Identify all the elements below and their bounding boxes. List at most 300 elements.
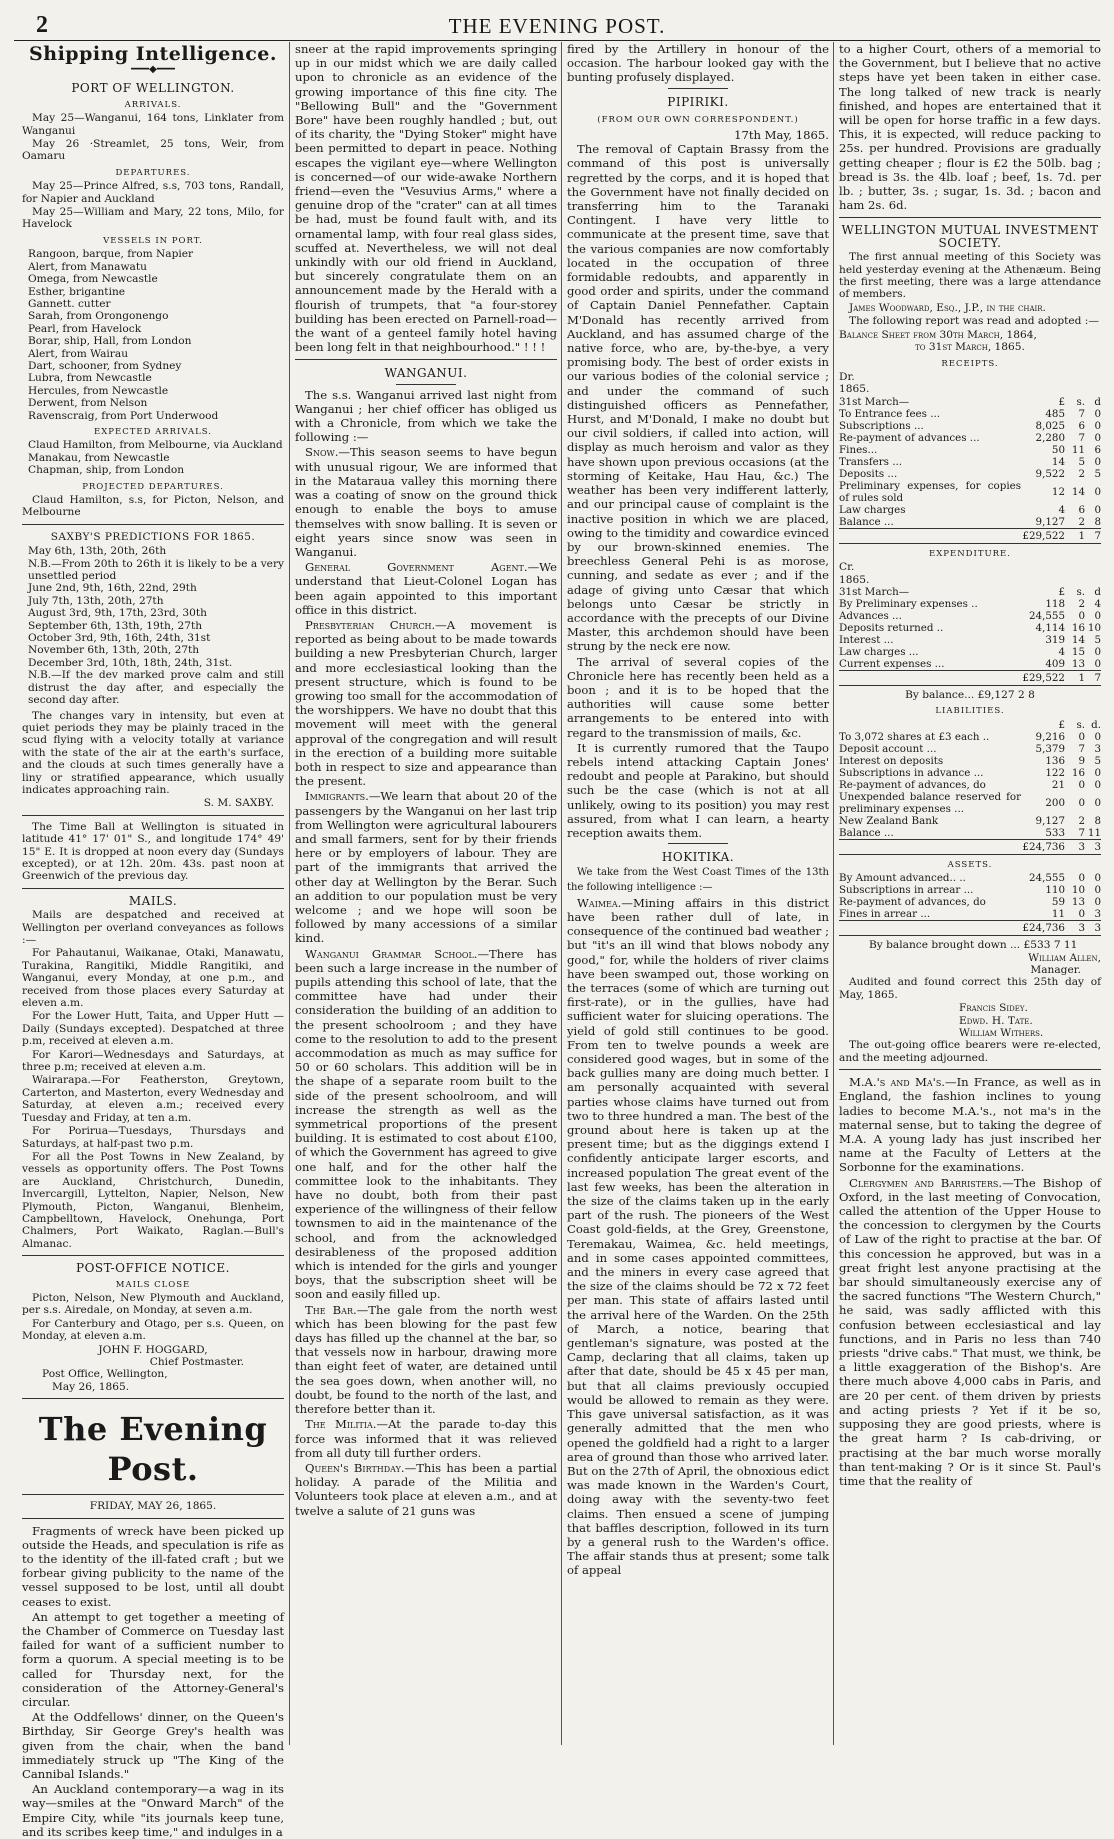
table-cell: 0	[1094, 503, 1101, 516]
table-row	[839, 908, 1101, 921]
by-balance: By balance... £9,127 2 8	[905, 688, 1035, 701]
paragraph: The arrival of several copies of the Chronicle here has recently been held as a boon ; and it is to be hoped that the authorities will cause some better arrangements to be entered into with regard to the transmission of mails, &c.	[567, 654, 829, 740]
table-cell: 7	[1078, 742, 1085, 755]
saxby-entry: N.B.—If the dev marked prove calm and still distrust the day after, and especially the second day after.	[28, 669, 284, 707]
table-cell: 0	[1094, 407, 1101, 420]
table-cell: 2	[1078, 597, 1085, 610]
paragraph-lead: Wanganui Grammar School.	[305, 946, 478, 961]
table-cell: Current expenses ...	[839, 657, 945, 670]
paragraph: to a higher Court, others of a memorial to the Government, but I believe that no active steps have yet been taken in either case. The long talked of new track is nearly finished, and hopes are entertained that it will be open for horse traffic in a few days. This, it is expected, will reduce packing to 25s. per hundred. Provisions are gradually getting cheaper ; flour is £2 the 50lb. bag ; bread is 3s. the 4lb. loaf ; beef, 1s. 7d. per lb. ; butter, 3s. ; sugar, 1s. 3d. ; bacon and ham 2s. 6d.	[839, 42, 1101, 213]
table-cell: 2	[1078, 515, 1085, 528]
shipping-header: Shipping Intelligence.	[29, 43, 277, 65]
paragraph	[839, 1075, 1101, 1174]
table-cell: £29,522	[1022, 671, 1065, 684]
vessel-entry: Omega, from Newcastle	[28, 273, 158, 286]
receipts-table	[839, 396, 1101, 544]
dr-label: Dr.	[839, 370, 855, 383]
editorial-paragraph: At the Oddfellows' dinner, on the Queen's Birthday, Sir George Grey's health was given from the chair, when the band immediately struck up "The King of the Cannibal Islands."	[22, 1710, 284, 1782]
saxby-entry: November 6th, 13th, 20th, 27th	[28, 644, 200, 657]
divider	[22, 1255, 284, 1256]
table-row	[839, 468, 1101, 480]
table-cell: 3	[1085, 839, 1101, 854]
divider	[22, 1398, 284, 1399]
table-cell: Advances ...	[839, 609, 902, 622]
table-cell: 10	[1071, 884, 1085, 897]
table-cell: 0	[1094, 657, 1101, 670]
table-cell: 0	[1094, 419, 1101, 432]
paragraph	[295, 1461, 557, 1518]
paragraph-text: —There has been such a large increase in the number of pupils attending this school of late, that the committee have had under their consideration the building of an addition to the present schoolroom ; and they have come to the resolution to add to the present accommodation as much as may suffice for 50 or 60 scholars. This addition will be in the shape of a separate room built to the side of the present schoolroom, and will increase the strength as well as the symmetrical proportions of the present building. It is estimated to cost about £100, of which the Government has agreed to give one half, and for the other half the committee look to the inhabitants. They have no doubt, both from their past experience of the willingness of their fellow townsmen to aid in the maintenance of the school, and from the acknowledged desirableness of the proposed addition which is intended for the girls and younger boys, that the subscription sheet will be soon and easily filled up.	[295, 946, 557, 1302]
table-cell: s.	[1076, 395, 1085, 408]
hokitika-report	[567, 896, 829, 1578]
table-cell: 122	[1045, 766, 1065, 779]
liabilities-table	[839, 719, 1101, 855]
mail-entry: For Porirua—Tuesdays, Thursdays and Saturdays, at half-past two p.m.	[22, 1125, 284, 1150]
projected-list	[22, 494, 284, 519]
table-cell: 5	[1094, 467, 1101, 480]
table-cell: Law charges ...	[839, 645, 919, 658]
paragraph-lead: General Government Agent.	[305, 560, 528, 575]
table-cell: 5,379	[1035, 742, 1065, 755]
total-row	[839, 921, 1101, 936]
auditors	[839, 1002, 1101, 1039]
audit-note: Audited and found correct this 25th day of May, 1865.	[839, 976, 1101, 1001]
editorial-paragraph: An attempt to get together a meeting of the Chamber of Commerce on Tuesday last failed for want of a sufficient number to form a quorum. A special meeting is to be called for Thursday next, for the consideration of the Attorney-General's circular.	[22, 1609, 284, 1710]
expected-entry: Claud Hamilton, from Melbourne, via Auckland	[28, 439, 283, 452]
table-cell: 15	[1071, 645, 1085, 658]
table-cell: 8	[1094, 814, 1101, 827]
table-cell: 0	[1094, 455, 1101, 468]
port-heading: PORT OF WELLINGTON.	[71, 81, 235, 96]
table-row	[839, 456, 1101, 468]
table-cell: Re-payment of advances ...	[839, 431, 980, 444]
table-row	[839, 731, 1101, 743]
expected-entry: Manakau, from Newcastle	[28, 451, 170, 464]
departures-list	[22, 180, 284, 231]
paragraph	[295, 1417, 557, 1460]
vessel-entry: Gannett. cutter	[28, 297, 111, 310]
paragraph	[295, 445, 557, 559]
table-row	[839, 480, 1101, 504]
table-row	[839, 767, 1101, 779]
po-place: Post Office, Wellington,	[42, 1368, 168, 1381]
paragraph-lead: Presbyterian Church.	[305, 617, 436, 632]
paragraph-text: —This has been a partial holiday. A parade of the Militia and Volunteers took place at eleven a.m., and at twelve a salute of 21 guns was	[295, 1460, 557, 1518]
table-row	[839, 408, 1101, 420]
paragraph	[295, 388, 557, 445]
saxby-entry: December 3rd, 10th, 18th, 24th, 31st.	[28, 656, 233, 669]
table-cell: 9	[1078, 754, 1085, 767]
continued-article	[295, 42, 557, 354]
paragraph-text: —This season seems to have begun with unusual rigour, We are informed that in the Mataraua valley this morning there was a coating of snow on the ground thick enough to enable the boys to amuse themselves with snow balling. It is seven or eight years since snow was seen in Wanganui.	[295, 445, 557, 559]
table-cell: Deposit account ...	[839, 742, 937, 755]
table-cell: £24,736	[1022, 840, 1065, 853]
table-cell: 0	[1094, 872, 1101, 885]
vessel-entry: Alert, from Manawatu	[28, 260, 147, 273]
table-row	[839, 658, 1101, 671]
vessel-entry: Esther, brigantine	[28, 285, 126, 298]
table-cell: 3	[1065, 839, 1085, 854]
pipiriki-date: 17th May, 1865.	[734, 128, 829, 143]
table-cell: 0	[1078, 778, 1085, 791]
mails-list	[22, 909, 284, 1250]
table-cell: 5	[1094, 754, 1101, 767]
po-date: May 26, 1865.	[52, 1380, 130, 1393]
column-4	[839, 42, 1101, 1745]
mail-entry: Wairarapa.—For Featherston, Greytown, Carterton, and Masterton, every Wednesday and Saturday, at eleven a.m.; received every Tuesday and Friday, at ten a.m.	[22, 1074, 284, 1124]
short-rule	[668, 88, 728, 89]
manager-name: William Allen,	[1028, 951, 1101, 964]
table-cell: 200	[1045, 796, 1065, 809]
receipts-heading: RECEIPTS.	[941, 358, 999, 369]
pipiriki-report	[567, 142, 829, 840]
table-row	[839, 743, 1101, 755]
expected-entry: Chapman, ship, from London	[28, 464, 185, 477]
table-cell: 3	[1085, 921, 1101, 936]
brought-down: By balance brought down ... £533 7 11	[869, 939, 1078, 952]
paragraph	[295, 1303, 557, 1417]
table-cell: Fines in arrear ...	[839, 908, 931, 921]
pipiriki-heading: PIPIRIKI.	[667, 94, 729, 109]
society-chair: James Woodward, Esq., J.P., in the chair.	[849, 301, 1046, 314]
continued-article	[839, 42, 1101, 212]
short-rule	[668, 843, 728, 844]
expenditure-table	[839, 586, 1101, 686]
table-cell: 31st March—	[839, 395, 910, 408]
table-row	[839, 884, 1101, 896]
table-cell: 2	[1078, 467, 1085, 480]
paragraph: It is currently rumored that the Taupo rebels intend attacking Captain Jones' redoubt and people at Parakino, but should such be the case (which is not at all unlikely, owing to its position) you may rest assured, from what I can learn, a hearty reception awaits them.	[567, 740, 829, 840]
table-cell: 7	[1085, 528, 1101, 543]
miscellany	[839, 1075, 1101, 1488]
total-row	[839, 839, 1101, 854]
saxby-entry: August 3rd, 9th, 17th, 23rd, 30th	[28, 607, 207, 620]
paragraph-text: The s.s. Wanganui arrived last night from Wanganui ; her chief officer has obliged us with a Chronicle, from which we take the following :—	[295, 387, 557, 445]
table-cell: 2,280	[1035, 431, 1065, 444]
table-cell: 9,127	[1035, 515, 1065, 528]
issue-dateline: FRIDAY, MAY 26, 1865.	[89, 1500, 217, 1513]
table-cell: 13	[1071, 657, 1085, 670]
table-cell: 0	[1078, 872, 1085, 885]
columns	[14, 42, 1101, 1839]
table-cell: 3	[1094, 908, 1101, 921]
table-cell: 3	[1094, 742, 1101, 755]
table-cell: 24,555	[1028, 872, 1065, 885]
saxby-entry: June 2nd, 9th, 16th, 22nd, 29th	[28, 582, 197, 595]
table-cell: 4,114	[1035, 621, 1065, 634]
table-cell: 5	[1094, 633, 1101, 646]
table-cell: 6	[1094, 443, 1101, 456]
table-cell: By Preliminary expenses ..	[839, 597, 978, 610]
table-cell: 118	[1045, 597, 1065, 610]
table-cell: 4	[1058, 503, 1065, 516]
paragraph	[295, 947, 557, 1302]
table-header	[839, 719, 1101, 731]
table-cell: 14	[1051, 455, 1065, 468]
table-cell: 9,522	[1035, 467, 1065, 480]
table-cell: To Entrance fees ...	[839, 407, 941, 420]
divider	[22, 815, 284, 816]
arrival-entry: May 25—Wanganui, 164 tons, Linklater from Wanganui	[22, 112, 284, 137]
table-cell: 16	[1071, 621, 1085, 634]
vessel-entry: Rangoon, barque, from Napier	[28, 248, 194, 261]
projected-heading: PROJECTED DEPARTURES.	[82, 481, 224, 492]
saxby-entry: May 6th, 13th, 20th, 26th	[28, 545, 167, 558]
table-cell: 4	[1094, 597, 1101, 610]
auditor-name: Francis Sidey.	[959, 1002, 1028, 1015]
table-cell: 12	[1051, 485, 1065, 498]
editorial-paragraphs	[22, 1524, 284, 1839]
divider	[22, 888, 284, 889]
table-cell: Deposits returned ..	[839, 621, 944, 634]
table-cell: Balance ...	[839, 515, 894, 528]
arrivals-list	[22, 112, 284, 163]
table-row	[839, 516, 1101, 529]
po-entry: For Canterbury and Otago, per s.s. Queen, on Monday, at eleven a.m.	[22, 1317, 284, 1343]
table-cell: 9,216	[1035, 730, 1065, 743]
mail-entry: Mails are despatched and received at Wellington per overland conveyances as follows :—	[22, 909, 284, 946]
paragraph-text: —Mining affairs in this district have been rather dull of late, in consequence of the continued bad weather ; but "it's an ill wind that blows nobody any good," for, while the holders of river claims have been swamped out, those working on the terraces (some of which are turning out first-rate), or in the gullies, have had sufficient water for sluicing operations. The yield of gold still continues to be good. From ten to twelve pounds a week are considered good wages, but in some of the back gullies many are doing much better. I am personally acquainted with several parties whose claims have turned out from two to three hundred a man. The best of the ground about here is taken up at the present time; but as the diggings extend I confidently anticipate larger escorts, and increased population The great event of the last few weeks, has been the alteration in the size of the claims taken up in the early part of the rush. The pioneers of the West Coast gold-fields, at the Grey, Greenstone, Teremakau, Waimea, &c. held meetings, and in some cases appointed committees, and the miners in every case agreed that the size of the claims should be 72 x 72 feet per man. This state of affairs lasted until the arrival here of the Warden. On the 25th of March, a notice, bearing that gentleman's signature, was posted at the Camp, declaring that all claims, taken up after that date, should be 45 x 45 per man, but that all claims previously occupied would be allowed to remain as they were. This gave universal satisfaction, as it was generally admitted that the men who opened the goldfield had a right to a larger area of ground than those who arrived later. But on the 27th of April, the obnoxious edict was made known in the Warden's Court, doing away with the seventy-two feet claims. Then ensued a scene of jumping that baffles description, followed in its turn by a general rush to the Warden's office. The affair stands thus at present; some talk of appeal	[567, 895, 829, 1578]
assets-heading: ASSETS.	[947, 859, 993, 870]
po-heading: POST-OFFICE NOTICE.	[76, 1261, 230, 1276]
paper-title: THE EVENING POST.	[448, 14, 666, 38]
departure-entry: May 25—Prince Alfred, s.s, 703 tons, Randall, for Napier and Auckland	[22, 180, 284, 205]
saxby-entry: October 3rd, 9th, 16th, 24th, 31st	[28, 632, 211, 645]
auditor-name: William Withers.	[959, 1027, 1044, 1039]
balance-title-2: to 31st March, 1865.	[915, 341, 1025, 354]
table-cell: d	[1094, 585, 1101, 598]
table-cell: 3	[1065, 921, 1085, 936]
table-cell: 11	[1071, 443, 1085, 456]
table-cell: 319	[1045, 633, 1065, 646]
mail-entry: For all the Post Towns in New Zealand, by vessels as opportunity offers. The Post Towns are Auckland, Christchurch, Dunedin, Invercargill, Lyttelton, Napier, Nelson, New Plymouth, Picton, Wanganui, Blenheim, Campbelltown, Havelock, Onehunga, Port Chalmers, Port Waikato, Raglan.—Bull's Almanac.	[22, 1150, 284, 1250]
paragraph	[295, 789, 557, 945]
society-intro: The first annual meeting of this Society was held yesterday evening at the Athenæum. Being the first meeting, there was a large attendance of members.	[839, 251, 1101, 301]
wanganui-heading: WANGANUI.	[384, 366, 468, 381]
table-cell: Subscriptions in advance ...	[839, 766, 984, 779]
column-rule	[289, 42, 290, 1745]
table-row	[839, 815, 1101, 827]
editorial-paragraph: An Auckland contemporary—a wag in its way—smiles at the "Onward March" of the Empire City, while "its journals keep tune, and its scribes keep time," and indulges in a	[22, 1782, 284, 1839]
column-1	[22, 42, 284, 1839]
paragraph: The removal of Captain Brassy from the command of this post is universally regretted by the corps, and it is hoped that the Government have not finally decided on transferring him to the Taranaki Contingent. I have very little to communicate at the present time, save that the various companies are now comfortably located in the occupation of three formidable redoubts, and apparently in good order and spirits, under the command of Captain Daniel Pennefather. Captain M'Donald has recently arrived from Auckland, and has assumed charge of the native force, who are, by-the-bye, a very promising body. The best of order exists in our various bodies of the colonial service ; and under the command of such distinguished officers as Pennefather, Hurst, and M'Donald, I make no doubt but our civil soldiers, if called into action, will display as much heroism and valor as they have shown upon previous occasions (at the storming of Keitake, Hau Hau, &c.) The weather has been very indifferent latterly, and our principal cause of complaint is the inactive position in which we are placed, owing to the timidity and cowardice evinced by our brown-skinned enemies. The breechless General Pehi is as morose, cunning, and sedate as ever ; and if the adage of giving unto Cæsar that which belongs unto Cæsar be strictly in accordance with the precepts of our Divine Master, this archdemon should have been strung by the neck ere now.	[567, 142, 829, 654]
masthead	[14, 10, 1100, 41]
vessel-entry: Hercules, from Newcastle	[28, 384, 169, 397]
paragraph-text: —We understand that Lieut-Colonel Logan has been again appointed to this important office in this district.	[295, 560, 557, 617]
table-cell: 31st March—	[839, 585, 910, 598]
mail-entry: For Karori—Wednesdays and Saturdays, at three p.m; received at eleven a.m.	[22, 1048, 284, 1074]
expenditure-heading: EXPENDITURE.	[929, 548, 1011, 559]
table-cell: 7	[1078, 826, 1085, 839]
society-heading: WELLINGTON MUTUAL INVESTMENT SOCIETY.	[841, 223, 1099, 250]
table-cell: 0	[1094, 766, 1101, 779]
society-report: The following report was read and adopted :—	[849, 315, 1099, 328]
table-row	[839, 420, 1101, 432]
vessel-entry: Sarah, from Orongonengo	[28, 310, 169, 323]
table-cell: 0	[1094, 884, 1101, 897]
paragraph: sneer at the rapid improvements springing up in our midst which we are daily called upon to chronicle as an evidence of the growing importance of this fine city. The "Bellowing Bull" and the "Government Bore" have been roughly handled ; but, out of its charity, the "Dying Stoker" might have been permitted to depart in peace. Nothing escapes the vigilant eye—where Wellington is concerned—of our wide-awake Northern friend—even the "Vesuvius Arms," where a genuine drop of the "crater" can at all times be had, must be found fault with, and its ornamental lamp, with four real glass sides, scuffed at. Nevertheless, we will not deal unkindly with our old friend in Auckland, but sincerely congratulate them on an announcement made by the Herald with a flourish of trumpets, that "a four-storey building has been erected on Parnell-road—the want of a genteel family hotel having been long felt in that neighbourhood." ! ! !	[295, 42, 557, 355]
table-cell: 21	[1051, 778, 1065, 791]
table-cell: To 3,072 shares at £3 each ..	[839, 730, 990, 743]
table-cell: 50	[1051, 443, 1065, 456]
table-cell: 1	[1065, 528, 1085, 543]
table-header	[839, 396, 1101, 408]
table-cell: 59	[1051, 896, 1065, 909]
table-cell: 5	[1078, 455, 1085, 468]
table-cell: £	[1058, 395, 1065, 408]
table-cell: 485	[1045, 407, 1065, 420]
vessel-entry: Alert, from Wairau	[28, 347, 129, 360]
paragraph	[295, 618, 557, 788]
table-cell: £29,522	[1022, 529, 1065, 542]
table-cell: 6	[1078, 419, 1085, 432]
paragraph-text: —A movement is reported as being about to be made towards building a new Presbyterian Church, larger and more ecclesiastical looking than the present structure, which is found to be growing too small for the accommodation of the worshippers. We have no doubt that this movement will meet with the general approval of the congregation and will result in the erection of a building more suitable both in respect to size and appearance than the present.	[295, 617, 557, 789]
table-cell: 13	[1071, 896, 1085, 909]
table-cell: Transfers ...	[839, 455, 903, 468]
table-row	[839, 896, 1101, 908]
table-cell: s.	[1076, 718, 1085, 731]
paragraph: fired by the Artillery in honour of the occasion. The harbour looked gay with the bunting profusely displayed.	[567, 42, 829, 85]
table-cell: 14	[1071, 633, 1085, 646]
table-cell: 0	[1094, 645, 1101, 658]
table-cell: £24,736	[1022, 922, 1065, 935]
projected-entry: Claud Hamilton, s.s, for Picton, Nelson, and Melbourne	[22, 494, 284, 519]
continued-article	[567, 42, 829, 85]
divider	[22, 1494, 284, 1495]
saxby-signature: S. M. SAXBY.	[203, 797, 274, 810]
mails-heading: MAILS.	[128, 893, 178, 908]
cr-label: Cr.	[839, 561, 855, 574]
arrival-entry: May 26 ·Streamlet, 25 tons, Weir, from Oamaru	[22, 138, 284, 163]
table-row	[839, 610, 1101, 622]
table-cell: Re-payment of advances, do	[839, 778, 986, 791]
paragraph-lead: Waimea.	[577, 895, 622, 910]
table-cell: 7	[1078, 407, 1085, 420]
table-cell: 533	[1045, 826, 1065, 839]
table-cell: 0	[1078, 796, 1085, 809]
table-cell: 1	[1065, 670, 1085, 685]
vessel-entry: Pearl, from Havelock	[28, 322, 142, 335]
table-cell: 0	[1094, 796, 1101, 809]
table-cell: 0	[1094, 431, 1101, 444]
table-cell: 0	[1094, 485, 1101, 498]
auditor-name: Edwd. H. Tate.	[959, 1014, 1033, 1027]
table-cell: 0	[1078, 908, 1085, 921]
saxby-note: The changes vary in intensity, but even at quiet periods they may be plainly traced in the scud flying with a velocity totally at variance with the state of the air at the earth's surface, and the clouds at such times generally have a liny or stratified appearance, which usually indicates approaching rain.	[22, 709, 284, 796]
manager-title: Manager.	[1030, 963, 1081, 976]
paragraph	[295, 560, 557, 617]
table-cell: £	[1058, 585, 1065, 598]
paragraph-lead: Queen's Birthday.	[305, 1460, 405, 1475]
table-cell: Law charges	[839, 503, 906, 516]
table-cell: 10	[1087, 621, 1101, 634]
vessel-entry: Lubra, from Newcastle	[28, 372, 152, 385]
column-rule	[833, 42, 834, 1745]
saxby-entry: September 6th, 13th, 19th, 27th	[28, 619, 203, 632]
table-row	[839, 646, 1101, 658]
table-cell: 14	[1071, 485, 1085, 498]
po-signature: JOHN F. HOGGARD,	[98, 1343, 208, 1356]
saxby-list	[22, 545, 284, 706]
paragraph	[839, 1176, 1101, 1488]
table-cell: Deposits ...	[839, 467, 898, 480]
paragraph-lead: Clergymen and Barristers.	[849, 1175, 1003, 1190]
table-cell: Interest on deposits	[839, 754, 944, 767]
table-row	[839, 598, 1101, 610]
paragraph-lead: Immigrants.	[305, 789, 369, 804]
table-cell: Preliminary expenses, for copies of rules sold	[839, 479, 1021, 504]
table-cell: s.	[1076, 585, 1085, 598]
divider	[839, 217, 1101, 218]
paragraph-lead: Snow.	[305, 445, 339, 460]
table-row	[839, 755, 1101, 767]
saxby-heading: SAXBY'S PREDICTIONS FOR 1865.	[50, 530, 256, 543]
year-label: 1865.	[839, 573, 870, 586]
year-label: 1865.	[839, 383, 870, 396]
table-cell: By Amount advanced.. ..	[839, 872, 966, 885]
mail-entry: For the Lower Hutt, Taita, and Upper Hutt —Daily (Sundays excepted). Despatched at three p.m, received at eleven a.m.	[22, 1010, 284, 1048]
vessel-entry: Borar, ship, Hall, from London	[28, 335, 192, 348]
paragraph-lead: The Bar.	[305, 1302, 357, 1317]
vessel-entry: Dart, schooner, from Sydney	[28, 359, 182, 372]
table-cell: Unexpended balance reserved for preliminary expenses ...	[839, 790, 1021, 815]
table-cell: 16	[1071, 766, 1085, 779]
paragraph-lead: The Militia.	[305, 1417, 377, 1432]
table-cell: 110	[1045, 884, 1065, 897]
column-3	[567, 42, 829, 1745]
mail-entry: For Pahautanui, Waikanae, Otaki, Manawatu, Turakina, Rangitiki, Middle Rangitiki, and Wanganui, every Monday, at one p.m., and received from those places every Saturday at eleven a.m.	[22, 947, 284, 1010]
paragraph-text: —We learn that about 20 of the passengers by the Wanganui on her last trip from Wellington were agricultural labourers and small farmers, sent for by their friends here or by employers of labour. They are part of the immigrants that arrived the other day at Wellington by the Berar. Such an addition to our population must be very welcome ; and we hope will soon be followed by many accessions of a similar kind.	[295, 789, 557, 946]
table-cell: 0	[1094, 896, 1101, 909]
balance-title: Balance Sheet from 30th March, 1864,	[839, 328, 1037, 341]
vessels-list	[22, 248, 284, 422]
saxby-entry: N.B.—From 20th to 26th it is likely to be a very unsettled period	[28, 557, 284, 583]
table-cell: £	[1058, 718, 1065, 731]
table-cell: 4	[1058, 645, 1065, 658]
table-cell: Interest ...	[839, 633, 894, 646]
table-cell: 11	[1087, 826, 1101, 839]
paragraph-lead: M.A.'s and Ma's.	[849, 1075, 945, 1090]
table-cell: 409	[1045, 657, 1065, 670]
table-cell: 7	[1085, 670, 1101, 685]
vessel-entry: Ravenscraig, from Port Underwood	[28, 409, 219, 422]
ornament-divider: ━━━◆━━━	[131, 64, 175, 75]
table-cell: 0	[1094, 730, 1101, 743]
liabilities-heading: LIABILITIES.	[935, 706, 1005, 717]
table-cell: Subscriptions in arrear ...	[839, 884, 974, 897]
table-cell: Subscriptions ...	[839, 419, 924, 432]
departures-heading: DEPARTURES.	[115, 167, 191, 178]
table-cell: 0	[1094, 778, 1101, 791]
table-row	[839, 444, 1101, 456]
vessel-entry: Derwent, from Nelson	[28, 397, 148, 410]
saxby-entry: July 7th, 13th, 20th, 27th	[28, 594, 164, 607]
table-cell: 24,555	[1028, 609, 1065, 622]
wanganui-news	[295, 388, 557, 1518]
table-cell: 8,025	[1035, 419, 1065, 432]
table-row	[839, 504, 1101, 516]
po-title: Chief Postmaster.	[149, 1356, 244, 1368]
table-row	[839, 634, 1101, 646]
arrivals-heading: ARRIVALS.	[124, 99, 182, 110]
table-row	[839, 827, 1101, 840]
table-row	[839, 872, 1101, 884]
table-row	[839, 432, 1101, 444]
divider	[22, 1518, 284, 1519]
table-row	[839, 779, 1101, 791]
table-cell: 7	[1078, 431, 1085, 444]
evening-post-masthead: The Evening Post.	[38, 1410, 268, 1489]
